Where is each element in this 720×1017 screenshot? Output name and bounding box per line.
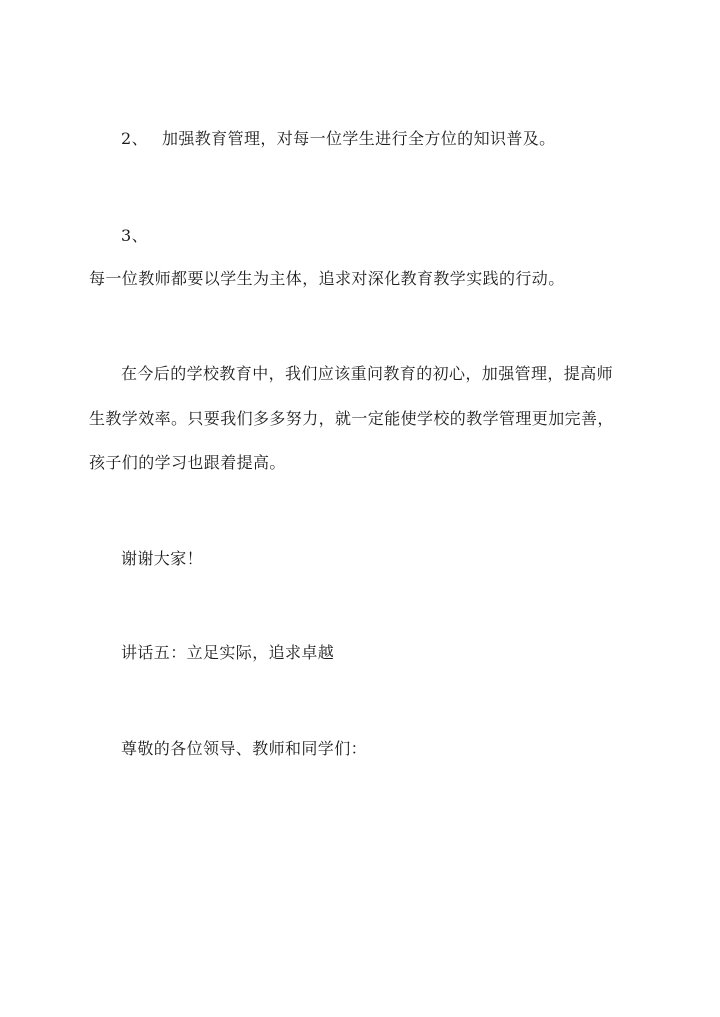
speech-five-title: 讲话五：立足实际，追求卓越: [121, 643, 335, 662]
conclusion-line-2: 生教学效率。只要我们多多努力，就一定能使学校的教学管理更加完善，: [89, 409, 614, 428]
greeting-line: 尊敬的各位领导、教师和同学们：: [121, 739, 368, 758]
thanks-line: 谢谢大家！: [121, 549, 204, 568]
conclusion-line-1: 在今后的学校教育中，我们应该重问教育的初心，加强管理，提高师: [121, 364, 614, 383]
list-item-2: [121, 128, 556, 150]
conclusion-line-3: 孩子们的学习也跟着提高。: [89, 453, 286, 472]
list-item-number: 2、: [121, 129, 148, 148]
list-item-3-number: 3、: [121, 226, 148, 245]
list-item-3-text: 每一位教师都要以学生为主体，追求对深化教育教学实践的行动。: [89, 269, 565, 288]
list-item-text: 加强教育管理，对每一位学生进行全方位的知识普及。: [161, 129, 556, 148]
